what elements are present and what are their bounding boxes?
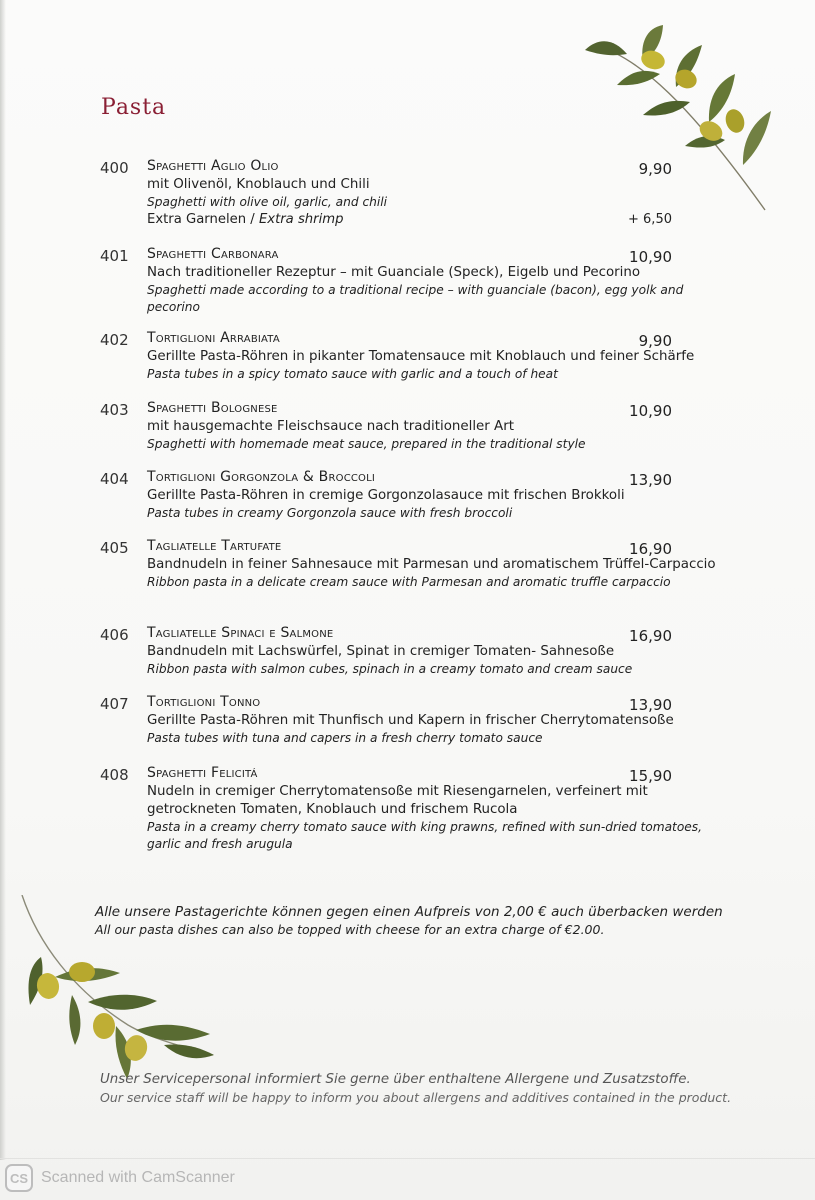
item-price: 16,90: [629, 540, 672, 558]
scanner-watermark: [5, 1163, 235, 1193]
item-name: Spaghetti Aglio Olio: [147, 158, 279, 174]
olive-branch-icon: [18, 895, 233, 1085]
item-name: Spaghetti Felicitá: [147, 765, 258, 781]
item-number: 402: [100, 331, 129, 349]
item-number: 404: [100, 470, 129, 488]
item-price: 13,90: [629, 471, 672, 489]
item-description-en: Spaghetti made according to a traditional recipe – with guanciale (bacon), egg yolk and pecorino: [147, 283, 684, 314]
item-name: Spaghetti Bolognese: [147, 400, 278, 416]
item-number: 400: [100, 159, 129, 177]
item-name: Tagliatelle Tartufate: [147, 538, 282, 554]
item-description-en: Pasta tubes in creamy Gorgonzola sauce with fresh broccoli: [147, 506, 513, 520]
gratin-note-de: Alle unsere Pastagerichte können gegen einen Aufpreis von 2,00 € auch überbacken werden: [95, 904, 723, 920]
item-name: Spaghetti Carbonara: [147, 246, 279, 262]
item-price: 16,90: [629, 627, 672, 645]
item-description-de: Gerillte Pasta-Röhren in pikanter Tomatensauce mit Knoblauch und feiner Schärfe: [147, 349, 695, 364]
item-description-en: Pasta tubes in a spicy tomato sauce with garlic and a touch of heat: [147, 367, 558, 381]
item-description-de: mit hausgemachte Fleischsauce nach traditioneller Art: [147, 419, 514, 434]
item-number: 406: [100, 626, 129, 644]
camscanner-logo: CS: [5, 1164, 33, 1192]
item-number: 408: [100, 766, 129, 784]
extra-label-de: Extra Garnelen /: [147, 212, 259, 227]
item-price: 9,90: [638, 332, 672, 350]
item-name: Tortiglioni Tonno: [147, 694, 261, 710]
item-number: 405: [100, 539, 129, 557]
item-price: 13,90: [629, 696, 672, 714]
item-description-de: mit Olivenöl, Knoblauch und Chili: [147, 177, 370, 192]
item-description-en: Pasta in a creamy cherry tomato sauce with king prawns, refined with sun-dried tomatoes, garlic and fresh arugula: [147, 820, 703, 851]
gratin-note-en: All our pasta dishes can also be topped with cheese for an extra charge of €2.00.: [95, 922, 605, 937]
item-description-de: Bandnudeln in feiner Sahnesauce mit Parmesan und aromatischem Trüffel-Carpaccio: [147, 557, 716, 572]
section-title: Pasta: [101, 95, 167, 120]
extra-price: + 6,50: [628, 212, 672, 227]
item-number: 403: [100, 401, 129, 419]
item-number: 407: [100, 695, 129, 713]
item-description-de: Gerillte Pasta-Röhren mit Thunfisch und Kapern in frischer Cherrytomatensoße: [147, 713, 674, 728]
item-description-en: Pasta tubes with tuna and capers in a fresh cherry tomato sauce: [147, 731, 543, 745]
scanner-divider: [0, 1158, 815, 1159]
item-description-de: Nudeln in cremiger Cherrytomatensoße mit Riesengarnelen, verfeinert mit getrockneten Tomaten, Knoblauch und frischem Rucola: [147, 784, 648, 817]
item-number: 401: [100, 247, 129, 265]
item-name: Tortiglioni Arrabiata: [147, 330, 280, 346]
item-description-de: Bandnudeln mit Lachswürfel, Spinat in cremiger Tomaten- Sahnesoße: [147, 644, 615, 659]
item-description-en: Spaghetti with homemade meat sauce, prepared in the traditional style: [147, 437, 586, 451]
item-price: 15,90: [629, 767, 672, 785]
item-price: 10,90: [629, 248, 672, 266]
extra-label-en: Extra shrimp: [258, 212, 344, 227]
allergen-note-de: Unser Servicepersonal informiert Sie gerne über enthaltene Allergene und Zusatzstoffe.: [100, 1072, 691, 1087]
item-description-de: Nach traditioneller Rezeptur – mit Guanciale (Speck), Eigelb und Pecorino: [147, 265, 641, 280]
allergen-note-en: Our service staff will be happy to inform you about allergens and additives contained in the product.: [100, 1090, 732, 1105]
allergen-note: [100, 1071, 750, 1106]
item-description-de: Gerillte Pasta-Röhren in cremige Gorgonzolasauce mit frischen Brokkoli: [147, 488, 625, 503]
item-name: Tagliatelle Spinaci e Salmone: [147, 625, 334, 641]
item-price: 10,90: [629, 402, 672, 420]
scanner-watermark-text: Scanned with CamScanner: [41, 1169, 235, 1186]
item-description-en: Ribbon pasta in a delicate cream sauce with Parmesan and aromatic truffle carpaccio: [147, 575, 671, 589]
item-price: 9,90: [638, 160, 672, 178]
item-description-en: Ribbon pasta with salmon cubes, spinach in a creamy tomato and cream sauce: [147, 662, 633, 676]
item-description-en: Spaghetti with olive oil, garlic, and chili: [147, 195, 388, 209]
item-name: Tortiglioni Gorgonzola & Broccoli: [147, 469, 376, 485]
